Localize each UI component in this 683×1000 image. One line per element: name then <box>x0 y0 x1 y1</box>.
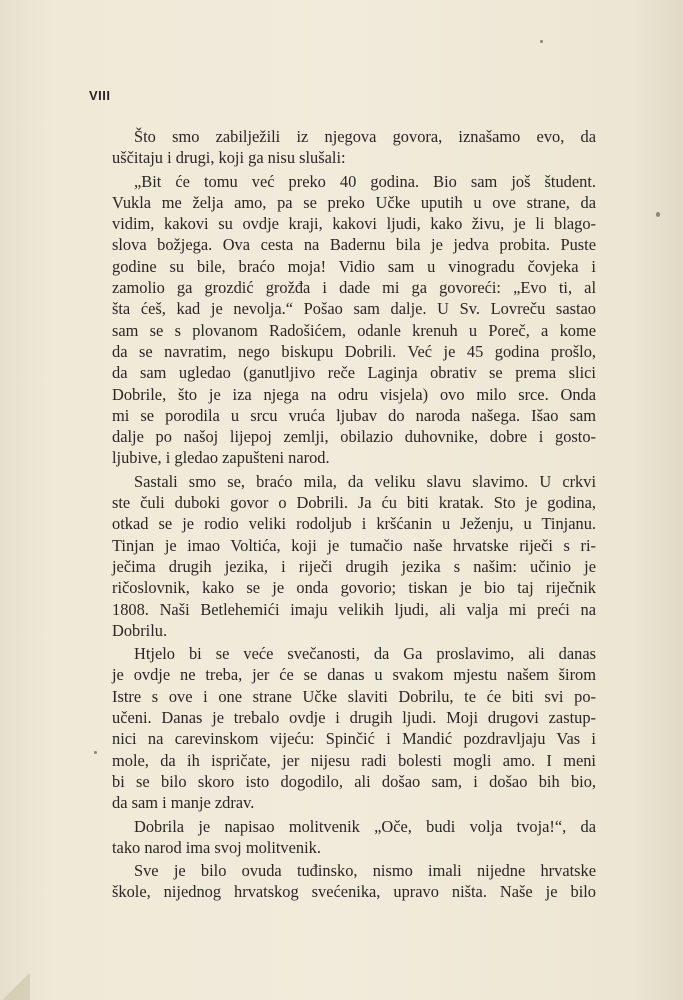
page-number: VIII <box>89 88 111 103</box>
text-line: bi se bilo skoro isto dogodilo, ali došao sam, i došao bih bio, <box>112 771 596 791</box>
paper-speck <box>656 212 660 217</box>
paper-speck <box>540 40 543 43</box>
text-line: mole, da ih ispričate, jer nijesu radi bolesti mogli amo. I meni <box>112 750 596 770</box>
text-line: učeni. Danas je trebalo ovdje i drugih ljudi. Moji drugovi zastup- <box>112 708 596 728</box>
paragraph <box>112 471 596 641</box>
text-line: da sam ugledao (ganutljivo reče Laginja obrativ se prema slici <box>112 363 596 383</box>
text-line: Dobrilu. <box>112 620 168 640</box>
text-line: tako narod ima svoj molitvenik. <box>112 837 321 857</box>
text-line: Vukla me želja amo, pa se preko Učke uputih u ove strane, da <box>112 192 596 212</box>
text-line: sam se s plovanom Radošićem, odanle krenuh u Poreč, a kome <box>112 320 596 340</box>
text-line: godine su bile, braćo moja! Vidio sam u vinogradu čovjeka i <box>112 256 596 276</box>
text-line: Sastali smo se, braćo mila, da veliku slavu slavimo. U crkvi <box>134 471 596 491</box>
text-line: ljubive, i gledao zapušteni narod. <box>112 448 330 468</box>
text-line: šta ćeš, kad je nevolja.“ Pošao sam dalje. U Sv. Lovreču sastao <box>112 299 596 319</box>
text-line: uščitaju i drugi, koji ga nisu slušali: <box>112 148 346 168</box>
text-line: Htjelo bi se veće svečanosti, da Ga proslavimo, ali danas <box>134 644 596 664</box>
paper-speck <box>94 751 97 754</box>
text-line: dalje po našoj lijepoj zemlji, obilazio duhovnike, dobre i gosto- <box>112 427 596 447</box>
text-line: ječima drugih jezika, i riječi drugih jezika s našim: učinio je <box>112 556 596 576</box>
text-line: Istre s ove i one strane Učke slaviti Dobrilu, te će biti svi po- <box>112 686 596 706</box>
text-line: Tinjan je imao Voltića, koji je tumačio naše hrvatske riječi s ri- <box>112 535 596 555</box>
text-line: da sam i manje zdrav. <box>112 793 255 813</box>
text-line: da se navratim, nego biskupu Dobrili. Već je 45 godina prošlo, <box>112 341 596 361</box>
text-line: škole, nijednog hrvatskog svećenika, upravo ništa. Naše je bilo <box>112 882 596 902</box>
text-line: mi se porodila u srcu vruća ljubav do naroda našega. Išao sam <box>112 405 596 425</box>
text-line: Dobrile, što je iza njega na odru visjela) ovo milo srce. Onda <box>112 384 596 404</box>
text-line: ričoslovnik, kako se je onda govorio; tiskan je bio taj riječnik <box>112 578 596 598</box>
text-line: nici na carevinskom vijeću: Spinčić i Mandić pozdravljaju Vas i <box>112 729 596 749</box>
paragraph <box>112 643 596 813</box>
paragraph <box>112 171 596 469</box>
text-line: otkad se je rodio veliki rodoljub i kršćanin u Ježenju, u Tinjanu. <box>112 514 596 534</box>
text-line: Dobrila je napisao molitvenik „Oče, budi volja tvoja!“, da <box>134 816 596 836</box>
text-line: „Bit će tomu već preko 40 godina. Bio sam još študent. <box>134 171 596 191</box>
text-line: vidim, kakovi su ovdje kraji, kakovi ljudi, kako živu, je li blago- <box>112 214 596 234</box>
text-line: Što smo zabilježili iz njegova govora, iznašamo evo, da <box>134 127 596 146</box>
paragraph <box>112 816 596 859</box>
text-line: slova božjega. Ova cesta na Badernu bila je jedva probita. Puste <box>112 235 596 255</box>
text-line: zamolio ga grozdić grožđa i dade mi ga govoreći: „Evo ti, al <box>112 278 596 298</box>
paragraph <box>112 860 596 903</box>
paragraph <box>112 126 596 169</box>
body-text <box>112 126 596 903</box>
page-corner <box>0 974 30 1000</box>
text-line: Sve je bilo ovuda tuđinsko, nismo imali nijedne hrvatske <box>134 861 596 881</box>
text-line: 1808. Naši Betlehemići imaju velikih ljudi, ali valja mi preći na <box>112 599 596 619</box>
text-line: ste čuli duboki govor o Dobrili. Ja ću biti kratak. Sto je godina, <box>112 493 596 513</box>
text-line: je ovdje ne treba, jer će se danas u svakom mjestu našem širom <box>112 665 596 685</box>
